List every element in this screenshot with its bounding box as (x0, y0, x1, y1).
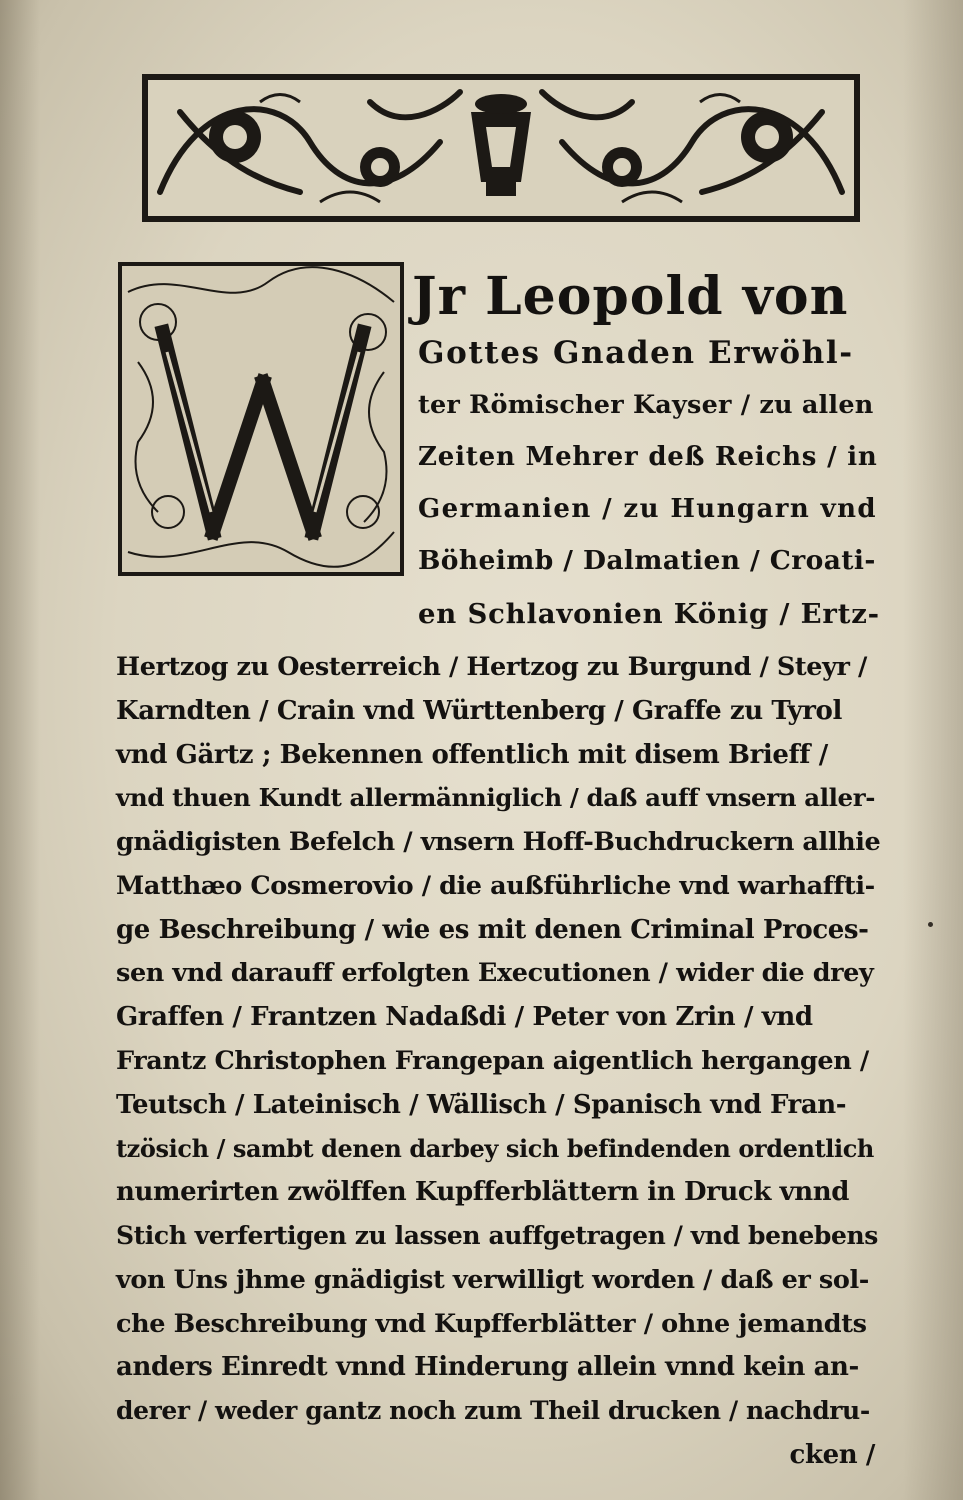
text-line: derer / weder gantz noch zum Theil drucken / nachdru- (116, 1396, 870, 1425)
decorated-initial-W-icon (118, 262, 404, 576)
text-line: Hertzog zu Oesterreich / Hertzog zu Burgund / Steyr / (116, 652, 867, 682)
text-line: Zeiten Mehrer deß Reichs / in (418, 442, 878, 472)
text-line: Karndten / Crain vnd Württenberg / Graffe zu Tyrol (116, 696, 842, 726)
text-line: che Beschreibung vnd Kupfferblätter / ohne jemandts (116, 1309, 867, 1339)
text-line: Stich verfertigen zu lassen auffgetragen / vnd benebens (116, 1221, 878, 1250)
text-line: numerirten zwölffen Kupfferblättern in Druck vnnd (116, 1177, 850, 1207)
text-line: Graffen / Frantzen Nadaßdi / Peter von Zrin / vnd (116, 1002, 813, 1032)
text-line: Böheimb / Dalmatien / Croati- (418, 545, 876, 576)
text-line: von Uns jhme gnädigist verwilligt worden / daß er sol- (116, 1265, 869, 1295)
floral-vase-headpiece-icon (140, 72, 862, 224)
text-line: Frantz Christophen Frangepan aigentlich hergangen / (116, 1046, 869, 1076)
text-line: vnd thuen Kundt allermänniglich / daß auff vnsern aller- (116, 783, 876, 812)
text-line: gnädigisten Befelch / vnsern Hoff-Buchdruckern allhie (116, 827, 881, 857)
text-line: sen vnd darauff erfolgten Executionen / wider die drey (116, 958, 874, 988)
text-line: en Schlavonien König / Ertz- (418, 598, 880, 630)
text-line: Gottes Gnaden Erwöhl- (418, 335, 854, 371)
text-line: vnd Gärtz ; Bekennen offentlich mit disem Brieff / (116, 740, 828, 770)
text-line: ge Beschreibung / wie es mit denen Criminal Proces- (116, 915, 869, 945)
text-line: ter Römischer Kayser / zu allen (418, 390, 874, 420)
ink-speck (928, 922, 933, 927)
text-line: Jr Leopold von (412, 266, 849, 327)
text-line: cken / (789, 1440, 875, 1470)
text-line: tzösich / sambt denen darbey sich befindenden ordentlich (116, 1134, 874, 1163)
text-line: Germanien / zu Hungarn vnd (418, 494, 877, 524)
text-line: Matthæo Cosmerovio / die außführliche vnd warhaffti- (116, 871, 875, 901)
text-line: anders Einredt vnnd Hinderung allein vnnd kein an- (116, 1352, 859, 1382)
text-line: Teutsch / Lateinisch / Wällisch / Spanisch vnd Fran- (116, 1090, 847, 1120)
